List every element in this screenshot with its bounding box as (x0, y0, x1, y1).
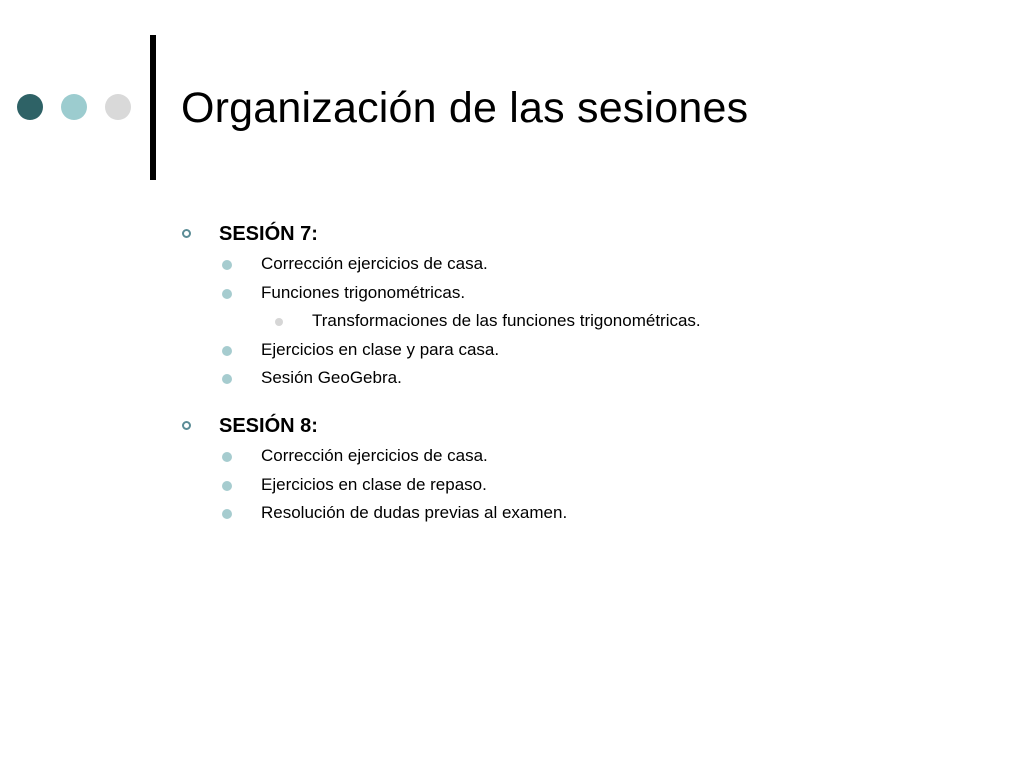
session-7-heading: SESIÓN 7: (219, 223, 318, 245)
bullet-dot-icon (222, 452, 232, 462)
list-item: Corrección ejercicios de casa. (261, 446, 488, 465)
list-item: Funciones trigonométricas. (261, 283, 466, 302)
list-item: Ejercicios en clase y para casa. (261, 340, 500, 359)
bullet-dot-icon (222, 346, 232, 356)
bullet-dot-icon (222, 374, 232, 384)
ring-bullet-icon (182, 421, 191, 430)
list-item: Ejercicios en clase de repaso. (261, 475, 487, 494)
ring-bullet-icon (182, 229, 191, 238)
session-8-heading: SESIÓN 8: (219, 415, 318, 437)
list-item: Corrección ejercicios de casa. (261, 254, 488, 273)
sub-bullet-dot-icon (275, 318, 283, 326)
bullet-dot-icon (222, 509, 232, 519)
bullet-dot-icon (222, 260, 232, 270)
list-item-sub: Transformaciones de las funciones trigonométricas. (312, 311, 701, 330)
slide-title: Organización de las sesiones (181, 84, 749, 132)
bullet-dot-icon (222, 481, 232, 491)
list-item: Resolución de dudas previas al examen. (261, 503, 568, 522)
list-item: Sesión GeoGebra. (261, 368, 402, 387)
bullet-dot-icon (222, 289, 232, 299)
